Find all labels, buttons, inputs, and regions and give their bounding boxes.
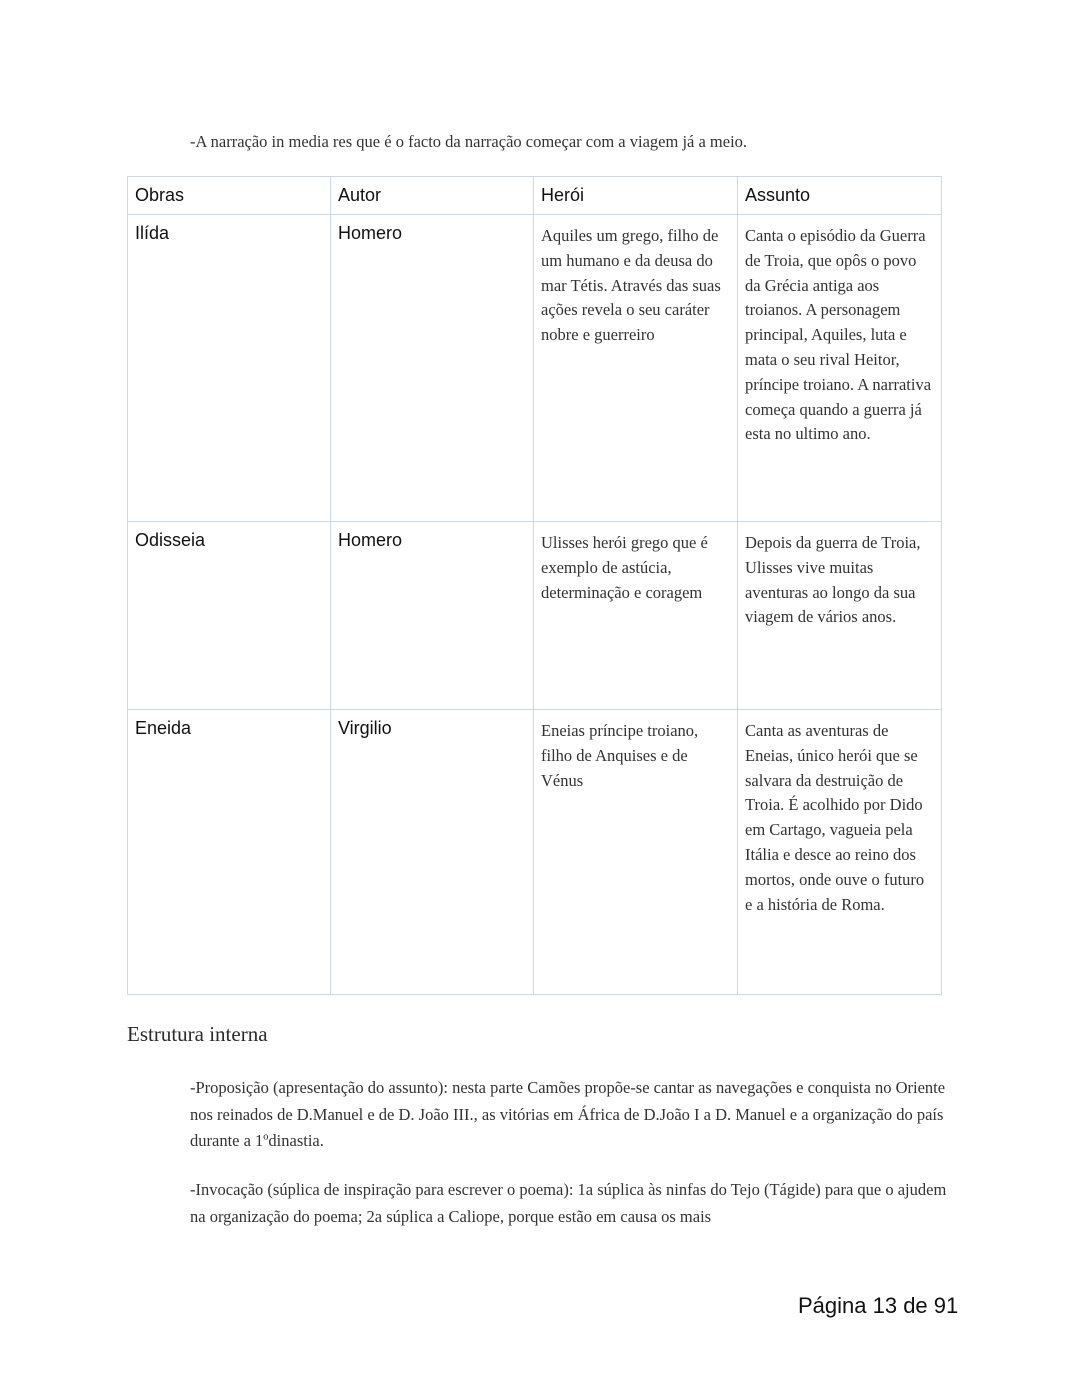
table-header-row (128, 177, 942, 215)
intro-line: -A narração in media res que é o facto da narração começar com a viagem já a meio. (190, 132, 748, 151)
paragraph-proposicao: -Proposição (apresentação do assunto): nesta parte Camões propõe-se cantar as navegações e conquista no Oriente nos reinados de D.Manuel e de D. João III., as vitórias em África de D.João I a D. Manuel e a organização do país durante a 1ºdinastia. (190, 1078, 946, 1150)
cell-assunto: Depois da guerra de Troia, Ulisses vive muitas aventuras ao longo da sua viagem de vários anos. (738, 522, 942, 710)
table-row (128, 522, 942, 710)
works-table (127, 176, 942, 995)
header-heroi: Herói (534, 177, 738, 215)
cell-heroi: Aquiles um grego, filho de um humano e da deusa do mar Tétis. Através das suas ações revela o seu caráter nobre e guerreiro (534, 215, 738, 522)
cell-heroi: Eneias príncipe troiano, filho de Anquises e de Vénus (534, 710, 738, 995)
cell-assunto: Canta as aventuras de Eneias, único herói que se salvara da destruição de Troia. É acolhido por Dido em Cartago, vagueia pela Itália e desce ao reino dos mortos, onde ouve o futuro e a história de Roma. (738, 710, 942, 995)
cell-obra: Ilída (128, 215, 331, 522)
header-assunto: Assunto (738, 177, 942, 215)
page-number: Página 13 de 91 (798, 1293, 959, 1318)
cell-autor: Homero (331, 215, 534, 522)
table-row (128, 710, 942, 995)
section-heading: Estrutura interna (127, 1022, 268, 1046)
cell-assunto: Canta o episódio da Guerra de Troia, que opôs o povo da Grécia antiga aos troianos. A personagem principal, Aquiles, luta e mata o seu rival Heitor, príncipe troiano. A narrativa começa quando a guerra já esta no ultimo ano. (738, 215, 942, 522)
cell-obra: Odisseia (128, 522, 331, 710)
table-row (128, 215, 942, 522)
header-autor: Autor (331, 177, 534, 215)
cell-obra: Eneida (128, 710, 331, 995)
cell-autor: Homero (331, 522, 534, 710)
paragraph-invocacao: -Invocação (súplica de inspiração para escrever o poema): 1a súplica às ninfas do Tejo (Tágide) para que o ajudem na organização do poema; 2a súplica a Caliope, porque estão em causa os mais (190, 1180, 947, 1226)
header-obras: Obras (128, 177, 331, 215)
cell-heroi: Ulisses herói grego que é exemplo de astúcia, determinação e coragem (534, 522, 738, 710)
cell-autor: Virgilio (331, 710, 534, 995)
